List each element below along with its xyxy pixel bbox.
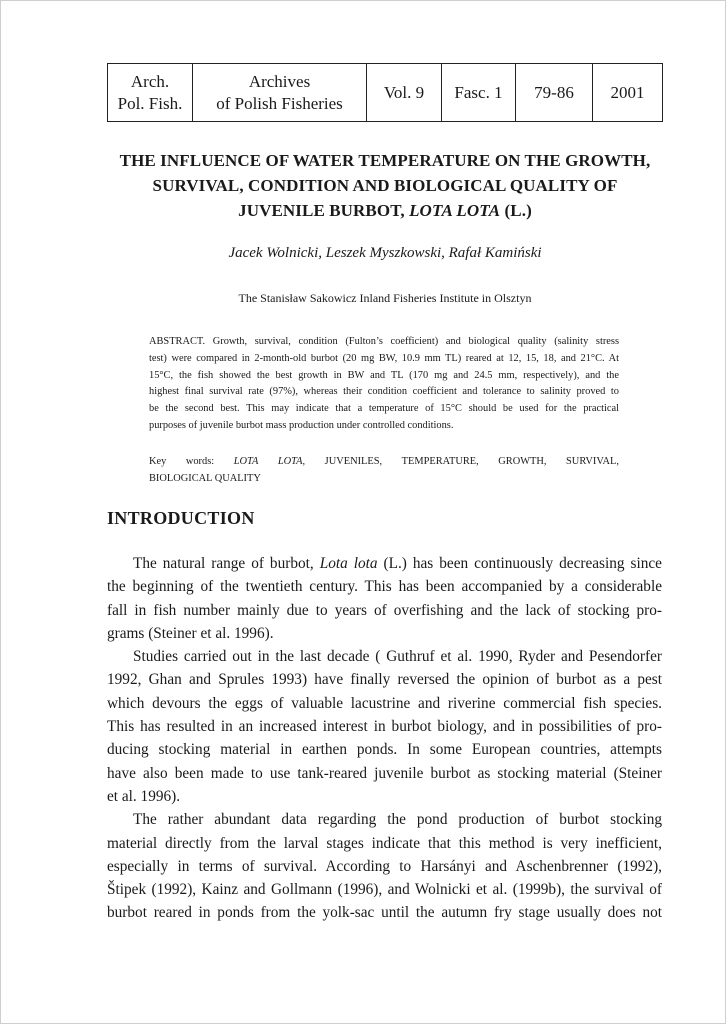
text-line: which devours the eggs of valuable lacustrine and riverine commercial fish species. — [107, 694, 662, 712]
text-fragment: (L.) has been continuously decreasing since — [377, 555, 662, 572]
authors: Jacek Wolnicki, Leszek Myszkowski, Rafał Kamiński — [228, 245, 542, 261]
text-line: burbot reared in ponds from the yolk-sac until the autumn fry stage usually does not — [107, 904, 662, 922]
keyword-token: GROWTH, — [498, 456, 547, 467]
text-line: 1992, Ghan and Sprules 1993) have finally reversed the opinion of burbot as a pest — [107, 671, 662, 689]
paragraph — [107, 552, 662, 645]
text-line: grams (Steiner et al. 1996). — [107, 624, 274, 642]
title-line-2: SURVIVAL, CONDITION AND BIOLOGICAL QUALITY OF — [152, 176, 618, 195]
keyword-token: words: — [185, 456, 215, 467]
title-line-3-suffix: (L.) — [500, 201, 532, 220]
journal-abbrev-line1: Arch. — [130, 71, 170, 91]
species-name: Lota lota — [319, 555, 378, 572]
text-fragment: The natural range of burbot, — [133, 555, 320, 572]
introduction-body — [107, 552, 662, 925]
abstract-line: ABSTRACT. Growth, survival, condition (Fulton’s coefficient) and biological quality (salinity stress — [149, 336, 619, 347]
journal-name-line1: Archives — [248, 71, 311, 91]
title-line-1: THE INFLUENCE OF WATER TEMPERATURE ON THE GROWTH, — [119, 151, 651, 170]
abstract — [149, 334, 619, 435]
text-line: the beginning of the twentieth century. This has been accompanied by a considerable — [107, 578, 662, 596]
section-heading-introduction: INTRODUCTION — [107, 508, 255, 528]
keyword-token: JUVENILES, — [324, 456, 383, 467]
text-line: The rather abundant data regarding the pond production of burbot stocking — [133, 811, 662, 829]
keyword-token: LOTA — [233, 456, 259, 467]
fascicle-cell: Fasc. 1 — [442, 64, 516, 122]
paragraph — [107, 808, 662, 924]
text-line: Studies carried out in the last decade ( Guthruf et al. 1990, Ryder and Pesendorfer — [133, 648, 662, 666]
keyword-token: Key — [149, 456, 167, 467]
abstract-line: be the second best. This may indicate that a temperature of 15°C should be used for the practical — [149, 403, 619, 415]
keyword-token: LOTA, — [277, 456, 306, 467]
journal-name-line2: of Polish Fisheries — [216, 93, 343, 113]
text-line: fall in fish number mainly due to years of overfishing and the lack of stocking pro- — [107, 601, 662, 619]
keyword-token: TEMPERATURE, — [401, 456, 479, 467]
abstract-line: test) were compared in 2-month-old burbot (20 mg BW, 10.9 mm TL) reared at 12, 15, 18, and 21°C. At — [149, 352, 619, 364]
title-line-3 — [100, 198, 670, 223]
keywords-line-2: BIOLOGICAL QUALITY — [149, 472, 261, 484]
affiliation: The Stanisław Sakowicz Inland Fisheries Institute in Olsztyn — [238, 291, 532, 305]
title-species-name: LOTA LOTA — [409, 201, 501, 220]
journal-abbrev-cell — [108, 64, 193, 122]
text-line: Štipek (1992), Kainz and Gollmann (1996), and Wolnicki et al. (1999b), the survival of — [107, 881, 662, 899]
volume-cell: Vol. 9 — [367, 64, 442, 122]
abstract-line: highest final survival rate (97%), whereas their condition coefficient and tolerance to salinity proved to — [149, 386, 619, 398]
text-line — [107, 552, 662, 575]
keywords-line-1 — [149, 454, 619, 471]
keywords — [149, 454, 619, 488]
year-cell: 2001 — [593, 64, 663, 122]
abstract-line: 15°C, the fish showed the best growth in BW and TL (170 mg and 24.5 mm, respectively), and the — [149, 369, 619, 381]
journal-name-cell — [193, 64, 367, 122]
pages-cell: 79-86 — [516, 64, 593, 122]
journal-header-table — [107, 63, 663, 122]
paragraph — [107, 645, 662, 808]
article-title — [100, 148, 670, 223]
text-line: This has resulted in an increased interest in burbot biology, and in possibilities of pro- — [107, 718, 662, 736]
text-line: ducing stocking material in earthen ponds. In some European countries, attempts — [107, 741, 662, 759]
text-line: et al. 1996). — [107, 787, 181, 805]
title-line-3-prefix: JUVENILE BURBOT, — [238, 201, 410, 220]
text-line: material directly from the larval stages indicate that this method is very inefficient, — [107, 834, 662, 852]
text-line: especially in terms of survival. According to Harsányi and Aschenbrenner (1992), — [107, 857, 662, 875]
journal-abbrev-line2: Pol. Fish. — [117, 93, 183, 113]
text-line: have also been made to use tank-reared juvenile burbot as stocking material (Steiner — [107, 764, 662, 782]
keyword-token: SURVIVAL, — [566, 456, 619, 467]
abstract-line: purposes of juvenile burbot mass production under controlled conditions. — [149, 419, 454, 431]
